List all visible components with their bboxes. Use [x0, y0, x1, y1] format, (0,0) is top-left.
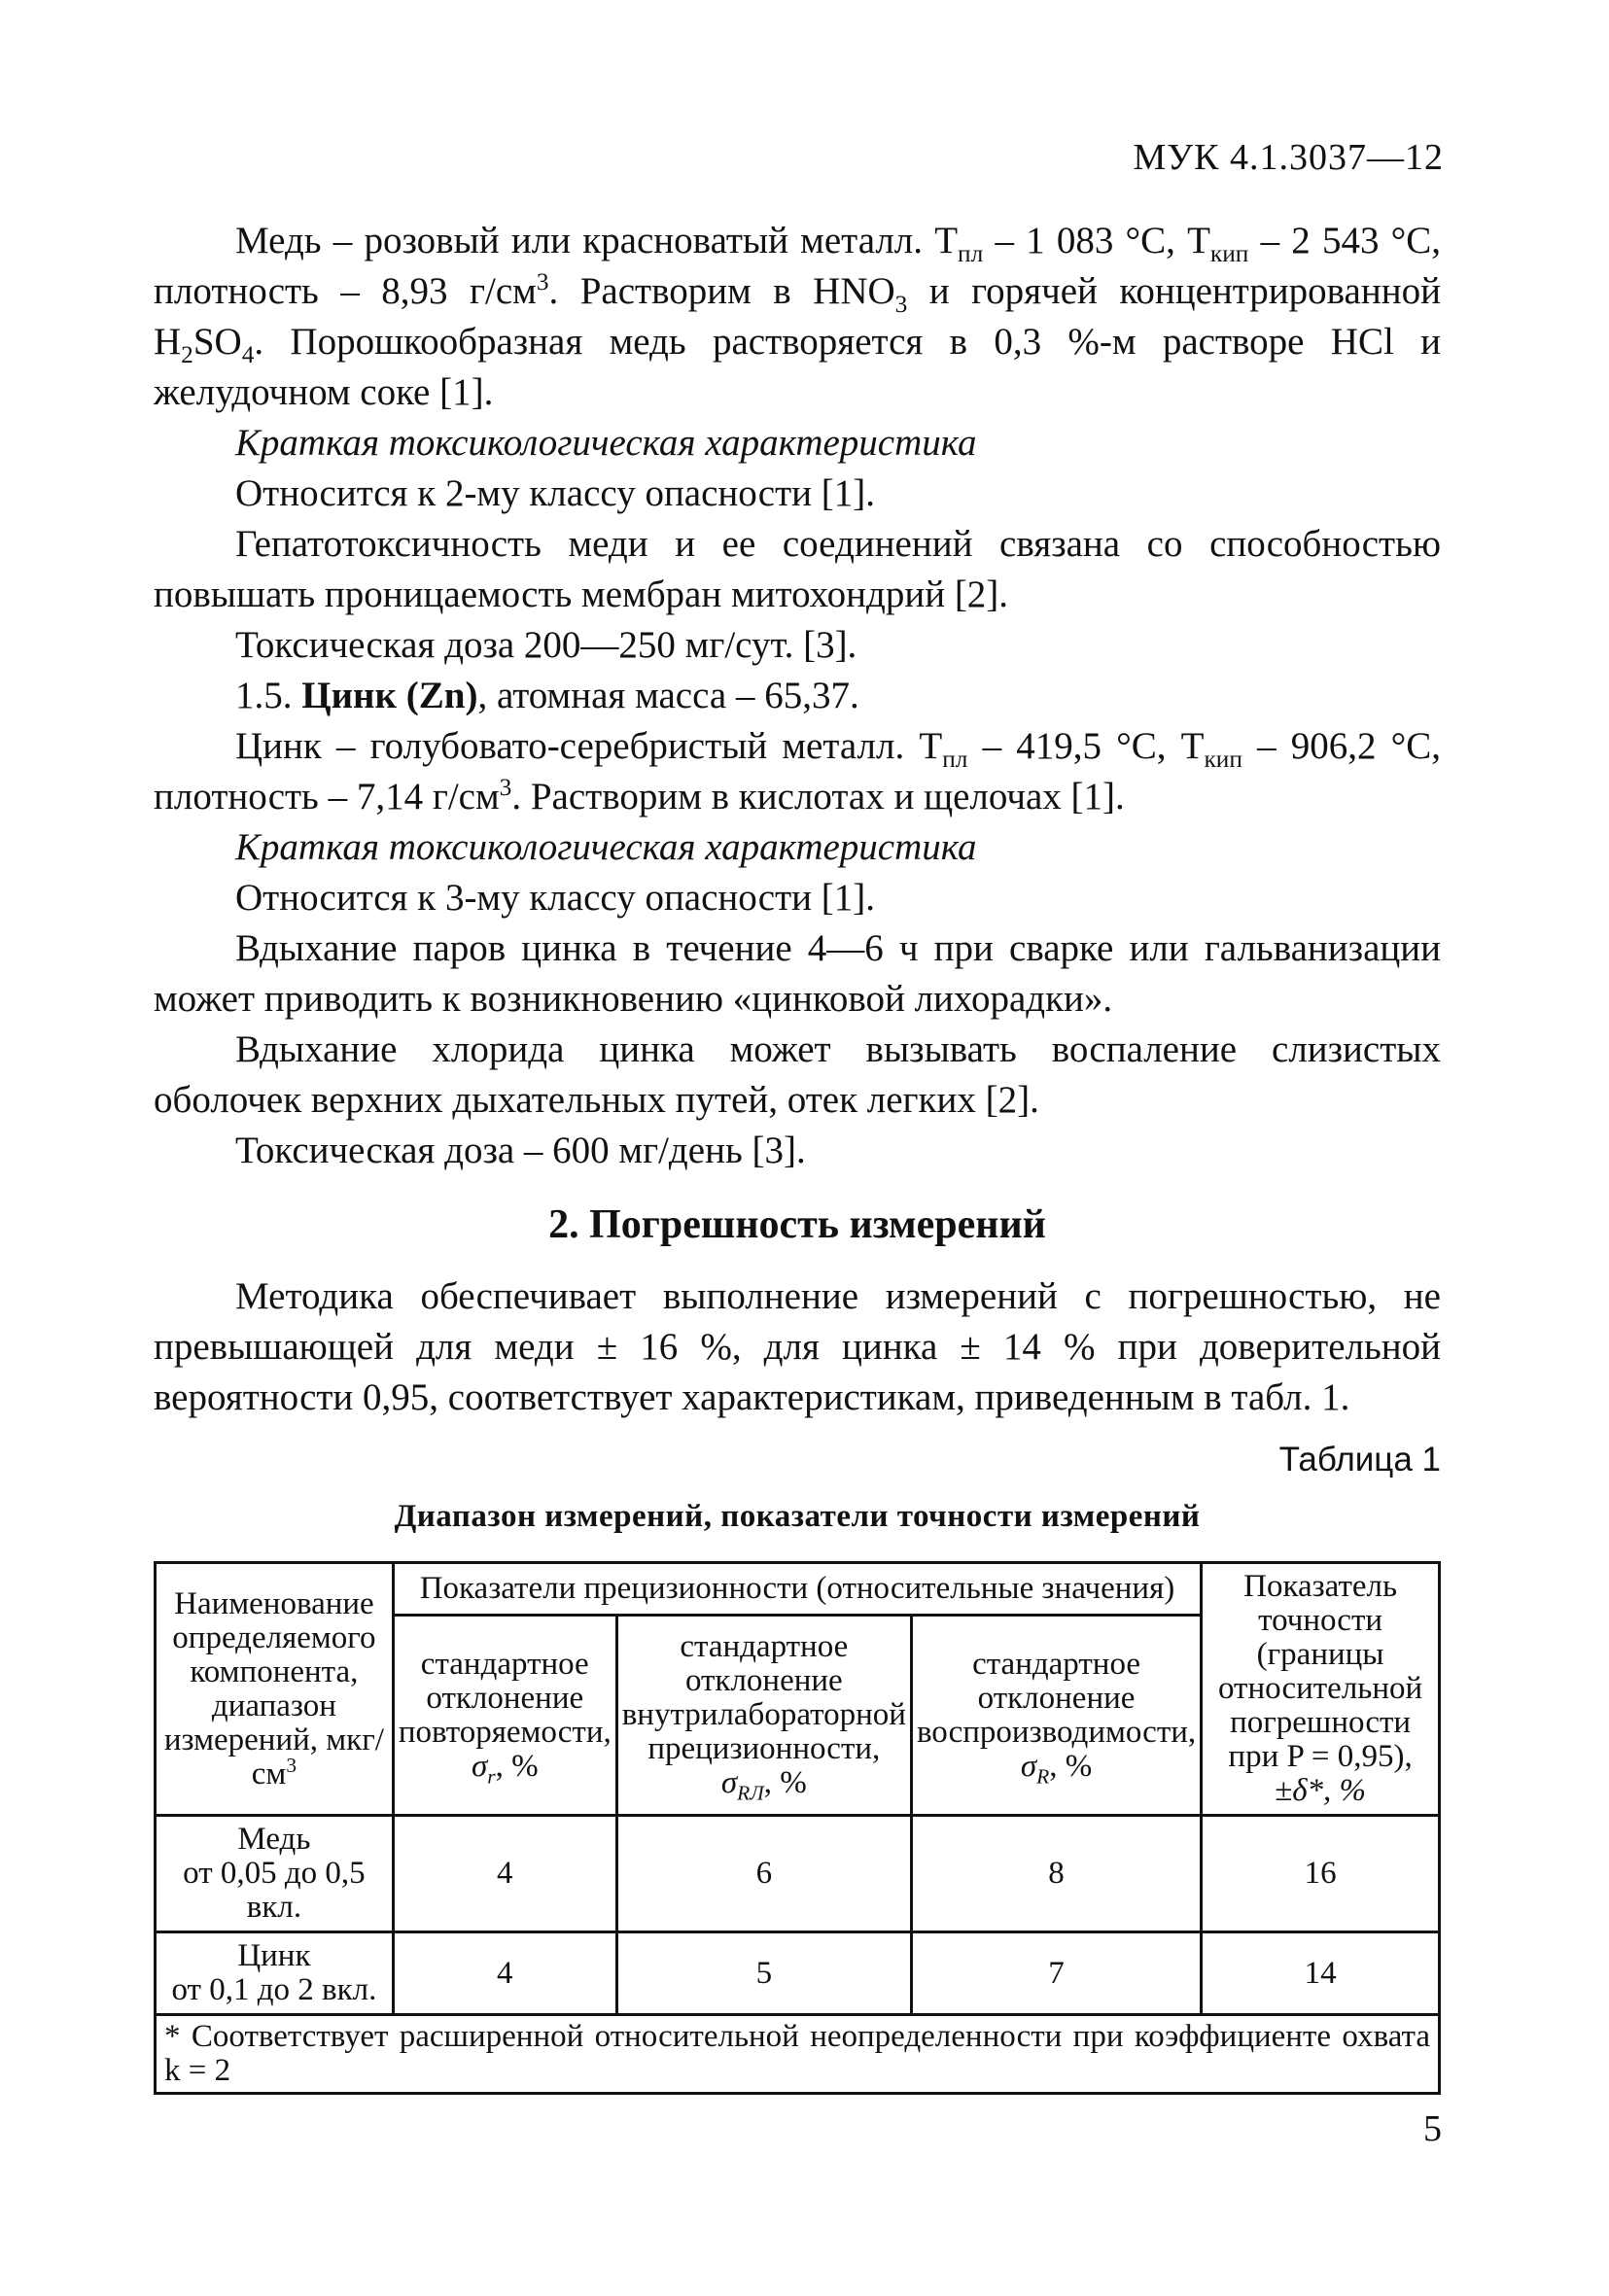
table-caption: Диапазон измерений, показатели точности измерений: [394, 1499, 1201, 1534]
copper-tox-class: Относится к 2-му классу опасности [1].: [235, 472, 875, 514]
header-precision: Показатели прецизионности (относительные значения): [393, 1563, 1201, 1616]
section-2-title: 2. Погрешность измерений: [548, 1202, 1046, 1247]
row-intralab: 6: [616, 1816, 911, 1932]
header-intralab: стандартное отклонение внутрилабораторной прецизионности, $\sigma_{RЛ}$, %: [616, 1616, 911, 1816]
copper-tox-dose: Токсическая доза 200—250 мг/сут. [3].: [235, 624, 857, 666]
row-component: Медь от 0,05 до 0,5 вкл.: [156, 1816, 394, 1932]
row-accuracy: 14: [1202, 1932, 1440, 2015]
table-row: [156, 1932, 1440, 2015]
document-body: [154, 216, 1441, 2095]
row-repeatability: 4: [393, 1932, 616, 2015]
header-repeatability: стандартное отклонение повторяемости, $\sigma_r$, %: [393, 1616, 616, 1816]
header-reproducibility: стандартное отклонение воспроизводимости, $\sigma_R$, %: [911, 1616, 1201, 1816]
measurement-table: [154, 1561, 1441, 2095]
copper-tox-hepato: Гепатотоксичность меди и ее соединений связана со способностью повышать проницаемость мембран митохондрий [2].: [154, 523, 1441, 615]
document-code-header: МУК 4.1.3037—12: [1133, 137, 1444, 178]
table-row: [156, 1816, 1440, 1932]
row-repeatability: 4: [393, 1816, 616, 1932]
header-component: Наименование определяемого компонента, диапазон измерений, мкг/$см^3$: [156, 1563, 394, 1816]
table-label: Таблица 1: [1278, 1441, 1441, 1478]
header-accuracy: Показатель точности (границы относительной погрешности при P = 0,95), ±δ*, %: [1202, 1563, 1440, 1816]
row-intralab: 5: [616, 1932, 911, 2015]
zinc-description: Цинк – голубовато-серебристый металл. $T_{пл} - 419,5$ °С, $T_{кип} - 906,2$ °С, плотность – 7,14 $г/см^3$. Растворим в кислотах и щелочах [1].: [154, 725, 1441, 818]
zinc-tox-title: Краткая токсикологическая характеристика: [235, 826, 977, 868]
table-footnote: * Соответствует расширенной относительной неопределенности при коэффициенте охвата k = 2: [156, 2015, 1440, 2094]
zinc-tox-vapor: Вдыхание паров цинка в течение 4—6 ч при сварке или гальванизации может приводить к возникновению «цинковой лихорадки».: [154, 927, 1441, 1020]
zinc-tox-class: Относится к 3-му классу опасности [1].: [235, 877, 875, 919]
row-component: Цинк от 0,1 до 2 вкл.: [156, 1932, 394, 2015]
row-accuracy: 16: [1202, 1816, 1440, 1932]
copper-description: Медь – розовый или красноватый металл. $T_{пл} - 1$ 083 °С, $T_{кип} - 2$ 543 °С, плотность – 8,93 $г/см^3$. Растворим в $HNO_3$ и горячей концентрированной $H_2SO_4$. Порошкообразная медь растворяется в 0,3 %-м растворе HCl и желудочном соке [1].: [154, 220, 1442, 413]
zinc-heading: 1.5. Цинк (Zn), атомная масса – 65,37.: [235, 675, 859, 716]
table-header-row: [156, 1563, 1440, 1616]
section-2-paragraph: Методика обеспечивает выполнение измерений с погрешностью, не превышающей для меди ± 16 %, для цинка ± 14 % при доверительной вероятности 0,95, соответствует характеристикам, приведенным в табл. 1.: [154, 1275, 1441, 1418]
table-note-row: [156, 2015, 1440, 2094]
copper-tox-title: Краткая токсикологическая характеристика: [235, 422, 977, 464]
row-reproducibility: 8: [911, 1816, 1201, 1932]
zinc-tox-dose: Токсическая доза – 600 мг/день [3].: [235, 1130, 806, 1171]
zinc-tox-chloride: Вдыхание хлорида цинка может вызывать воспаление слизистых оболочек верхних дыхательных путей, отек легких [2].: [154, 1028, 1441, 1121]
page-number: 5: [1423, 2108, 1442, 2149]
row-reproducibility: 7: [911, 1932, 1201, 2015]
